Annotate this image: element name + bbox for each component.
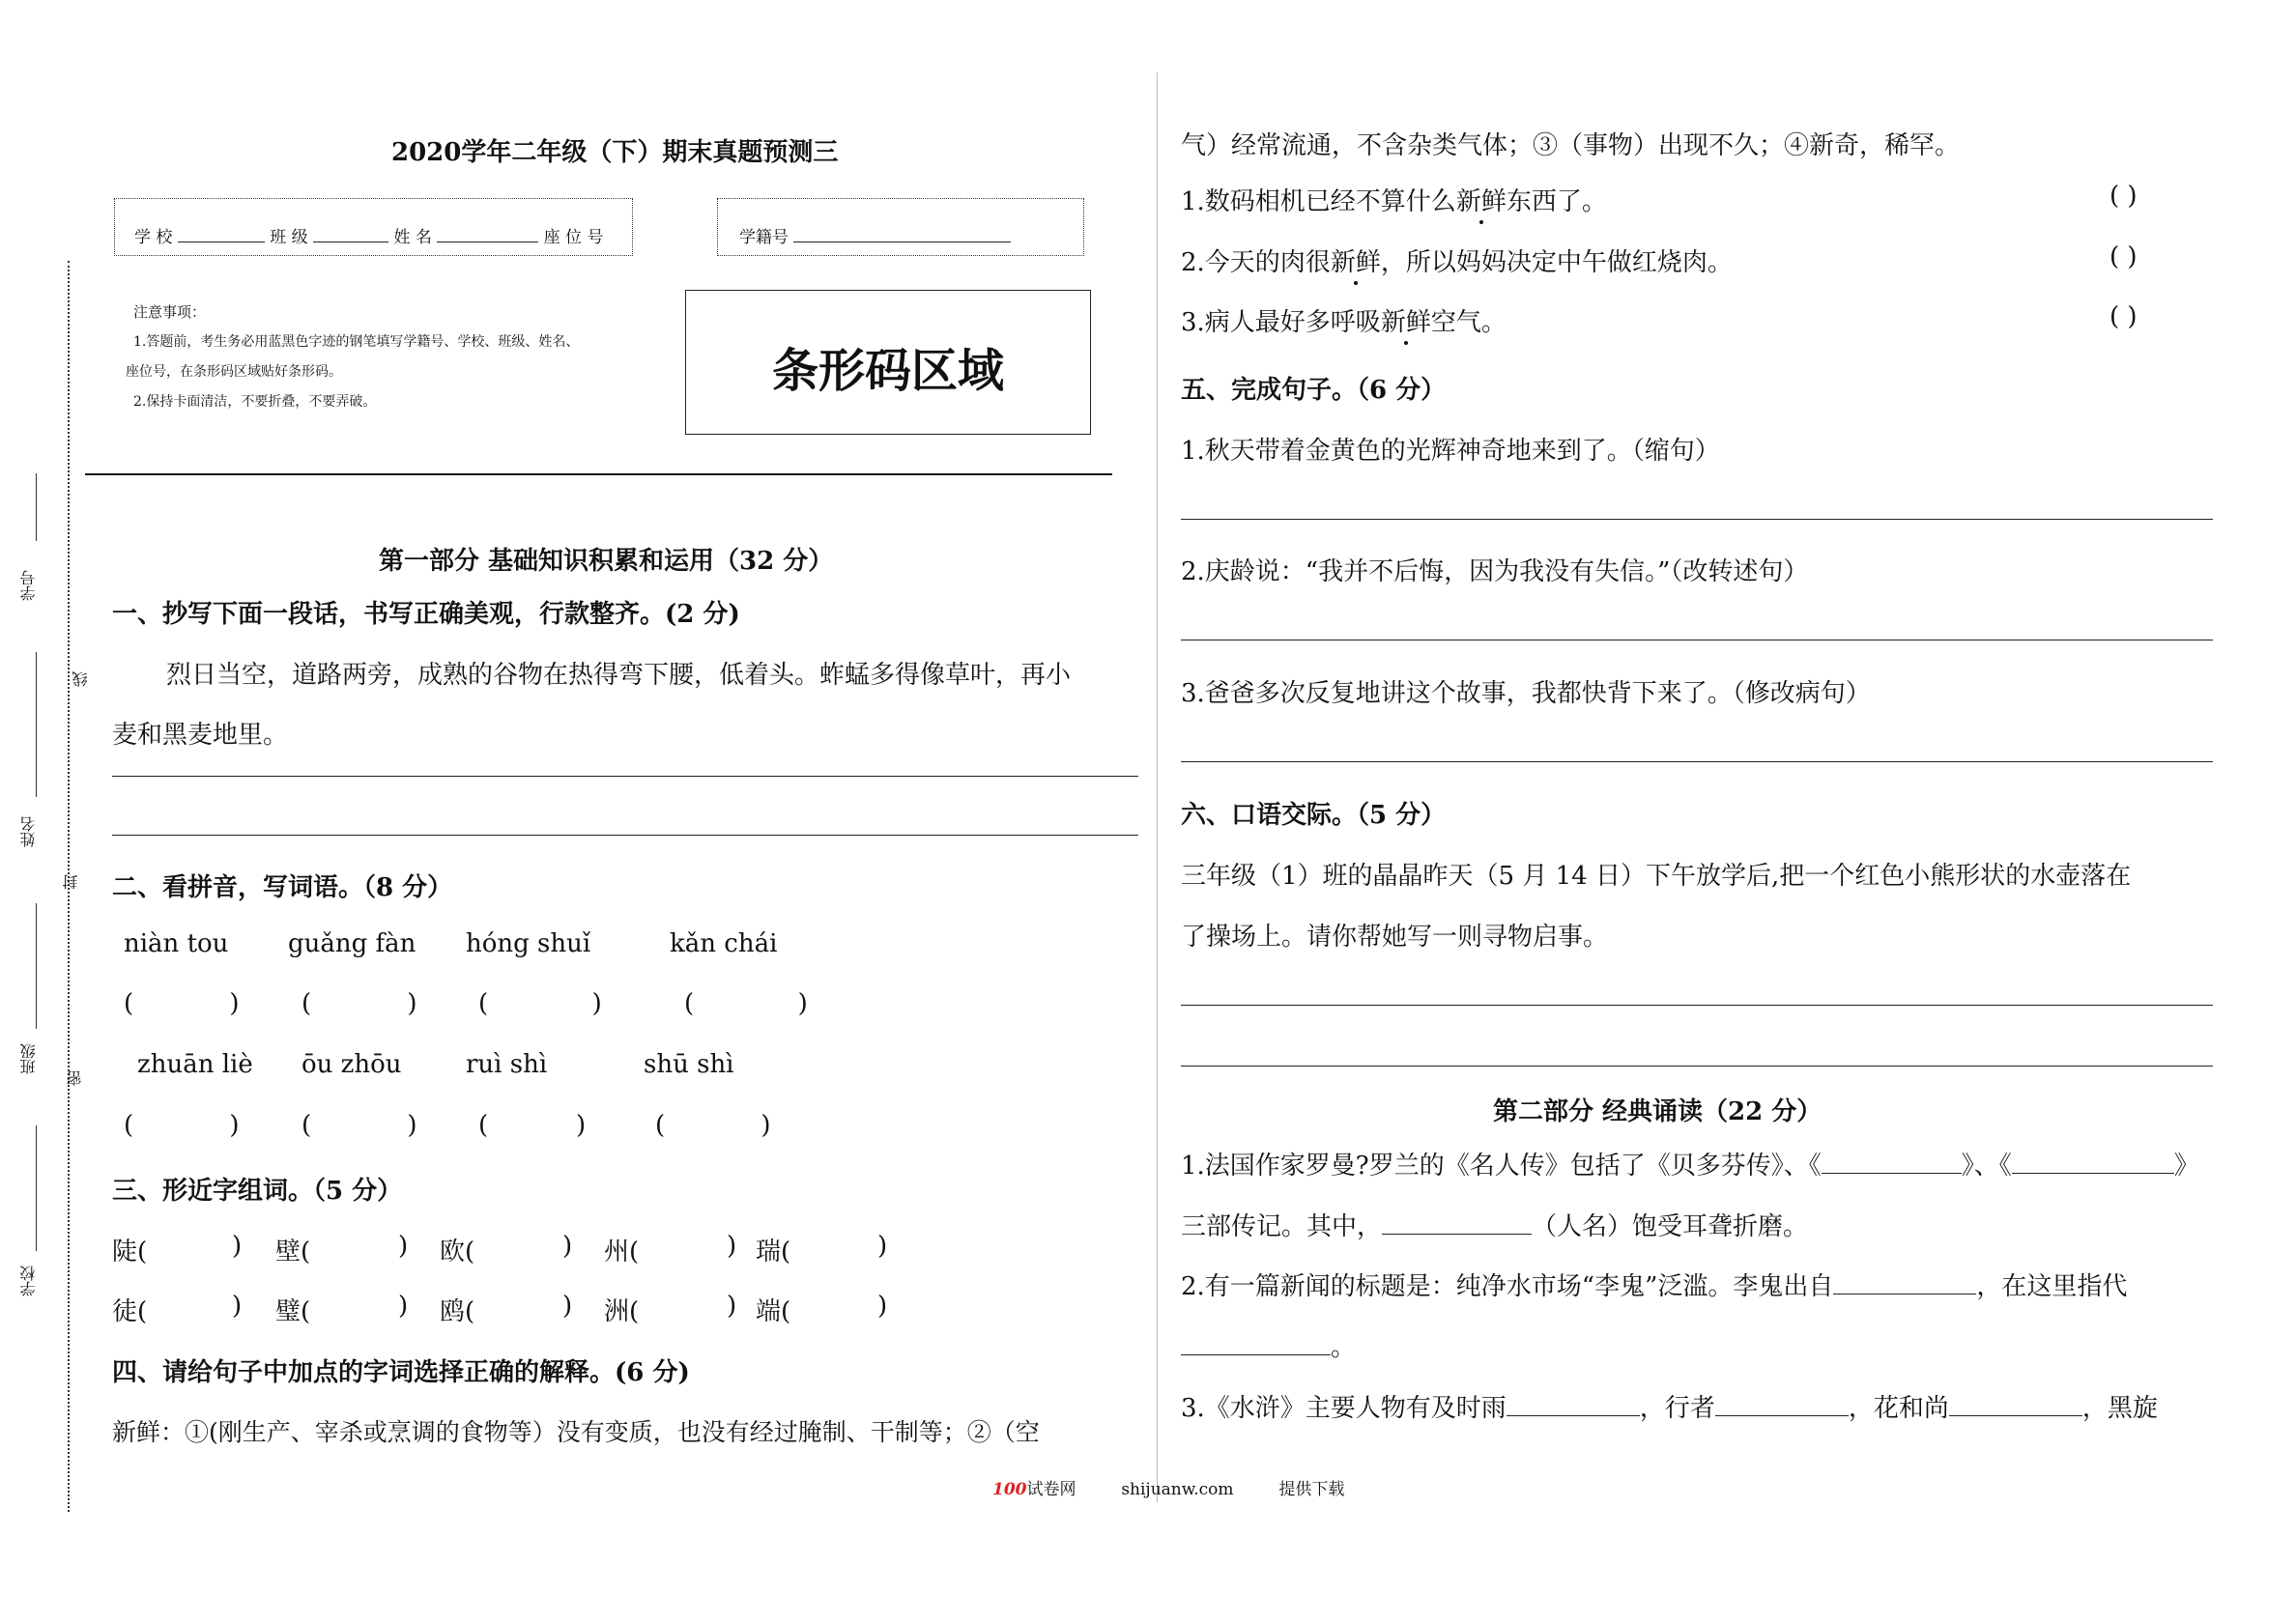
part2-q3-text-c: ，花和尚: [1848, 1394, 1949, 1423]
q4-item-2-pre: 2.今天的肉很: [1181, 248, 1331, 277]
part2-q2-line-1: [1181, 1266, 2127, 1302]
char-9: 洲(: [604, 1297, 640, 1326]
part2-q1-text-e: （人名）饱受耳聋折磨。: [1532, 1212, 1809, 1241]
char-9-close: ): [727, 1292, 737, 1321]
label-class: 班 级: [270, 228, 308, 247]
pinyin-answer-1[interactable]: ( ): [124, 989, 240, 1018]
binding-mark-seal: 封: [62, 874, 80, 890]
pinyin-7: ruì shì: [466, 1050, 548, 1079]
q5-answer-line-1[interactable]: [1181, 519, 2213, 520]
char-1-close: ): [232, 1232, 243, 1261]
q5-item-3: 3.爸爸多次反复地讲这个故事，我都快背下来了。（修改病句）: [1181, 679, 1871, 708]
char-8: 鸥(: [440, 1297, 475, 1326]
q1-heading: 一、抄写下面一段话，书写正确美观，行款整齐。(2 分): [112, 600, 740, 629]
pinyin-6: ōu zhōu: [301, 1050, 402, 1079]
pinyin-answer-6[interactable]: ( ): [301, 1111, 417, 1140]
part2-q1-blank-2[interactable]: [2012, 1150, 2174, 1174]
binding-underline-class: [36, 903, 37, 1029]
part2-q1-blank-1[interactable]: [1822, 1150, 1962, 1174]
q4-item-3: [1181, 302, 1507, 338]
part2-q1-text-c: 》: [2173, 1152, 2199, 1181]
q4-item-1: [1181, 182, 1607, 217]
q4-item-3-pre: 3.病人最好多呼吸: [1181, 308, 1381, 337]
q1-passage-line-1: 烈日当空，道路两旁，成熟的谷物在热得弯下腰，低着头。蚱蜢多得像草叶，再小: [166, 661, 1072, 690]
label-seat: 座 位 号: [543, 228, 604, 247]
name-blank[interactable]: [437, 218, 538, 242]
char-4-close: ): [727, 1232, 737, 1261]
part2-q2-blank-1[interactable]: [1833, 1270, 1976, 1295]
pinyin-answer-8[interactable]: ( ): [655, 1111, 771, 1140]
part2-q1-text-b: 》、《: [1961, 1152, 2012, 1181]
q1-answer-line-1[interactable]: [112, 776, 1138, 777]
q5-item-2: 2.庆龄说：“我并不后悔，因为我没有失信。”（改转述句）: [1181, 557, 1809, 586]
char-5-close: ): [877, 1232, 888, 1261]
pinyin-1: niàn tou: [124, 929, 229, 958]
char-6-close: ): [232, 1292, 243, 1321]
q5-heading: 五、完成句子。（6 分）: [1181, 376, 1447, 405]
q4-item-2: [1181, 242, 1733, 278]
part2-q1-text-d: 三部传记。其中，: [1181, 1212, 1383, 1241]
binding-label-student-id: 学号: [19, 570, 38, 601]
site-logo: 100: [992, 1480, 1027, 1499]
part2-q1-blank-3[interactable]: [1382, 1210, 1532, 1235]
part2-q3-blank-3[interactable]: [1949, 1392, 2082, 1416]
barcode-label: 条形码区域: [771, 344, 1004, 398]
pinyin-5: zhuān liè: [137, 1050, 253, 1079]
char-7-close: ): [398, 1292, 409, 1321]
q5-answer-line-3[interactable]: [1181, 761, 2213, 762]
binding-underline-id: [36, 473, 37, 541]
char-3: 欧(: [440, 1238, 475, 1266]
char-1: 陡(: [112, 1238, 148, 1266]
q3-heading: 三、形近字组词。（5 分）: [112, 1177, 403, 1206]
q6-heading: 六、口语交际。（5 分）: [1181, 801, 1447, 830]
label-name: 姓 名: [393, 228, 432, 247]
char-8-close: ): [562, 1292, 573, 1321]
binding-label-class: 班级: [19, 1043, 38, 1074]
part2-q3-line-1: [1181, 1388, 2158, 1424]
notice-line-1: 1.答题前，考生务必用蓝黑色字迹的钢笔填写学籍号、学校、班级、姓名、: [133, 334, 580, 350]
notice-line-3: 2.保持卡面清洁，不要折叠，不要弄破。: [133, 394, 377, 410]
binding-underline-school: [36, 1125, 37, 1251]
info-box-left: [114, 198, 633, 256]
part2-q2-text-c: 。: [1331, 1333, 1357, 1362]
char-2: 壁(: [275, 1238, 311, 1266]
footer: [992, 1475, 1344, 1499]
pinyin-answer-3[interactable]: ( ): [478, 989, 602, 1018]
q4-item-3-post: 空气。: [1430, 308, 1507, 337]
part2-q3-text-a: 3.《水浒》主要人物有及时雨: [1181, 1394, 1507, 1423]
q4-item-1-post: 东西了。: [1506, 187, 1607, 216]
footer-note: 提供下载: [1278, 1480, 1345, 1499]
q4-item-1-dotted-word: 新鲜: [1455, 187, 1507, 216]
exam-title: 2020学年二年级（下）期末真题预测三: [391, 138, 839, 167]
notice-line-2: 座位号，在条形码区域贴好条形码。: [126, 364, 342, 380]
label-school: 学 校: [134, 228, 173, 247]
char-10-close: ): [877, 1292, 888, 1321]
part2-q2-line-2: [1181, 1327, 1356, 1363]
site-name: 试卷网: [1026, 1480, 1076, 1499]
q6-prompt-line-2: 了操场上。请你帮她写一则寻物启事。: [1181, 923, 1609, 952]
char-10: 端(: [756, 1297, 791, 1326]
pinyin-answer-4[interactable]: ( ): [684, 989, 808, 1018]
q4-heading: 四、请给句子中加点的字词选择正确的解释。(6 分): [112, 1358, 690, 1387]
part2-q3-blank-1[interactable]: [1507, 1392, 1640, 1416]
student-id-blank[interactable]: [793, 218, 1011, 242]
part2-q3-text-d: ，黑旋: [2081, 1394, 2158, 1423]
part1-heading: 第一部分 基础知识积累和运用（32 分）: [379, 547, 834, 576]
barcode-area: [685, 290, 1091, 435]
info-box-right: [717, 198, 1084, 256]
q4-item-2-post: ，所以妈妈决定中午做红烧肉。: [1380, 248, 1733, 277]
notice-heading: 注意事项：: [133, 303, 207, 321]
part2-q1-text-a: 1.法国作家罗曼?罗兰的《名人传》包括了《贝多芬传》、《: [1181, 1152, 1822, 1181]
pinyin-8: shū shì: [644, 1050, 734, 1079]
part2-q2-blank-2[interactable]: [1181, 1331, 1331, 1355]
q4-item-3-answer[interactable]: ( ): [2109, 302, 2138, 331]
site-domain: shijuanw.com: [1121, 1480, 1234, 1499]
part2-q2-text-a: 2.有一篇新闻的标题是：纯净水市场“李鬼”泛滥。李鬼出自: [1181, 1272, 1834, 1301]
char-6: 徒(: [112, 1297, 148, 1326]
part2-q2-text-b: ，在这里指代: [1976, 1272, 2128, 1301]
char-4: 州(: [604, 1238, 640, 1266]
binding-label-name: 姓名: [19, 816, 38, 847]
q4-definition-line-1: 新鲜：①(刚生产、宰杀或烹调的食物等）没有变质，也没有经过腌制、干制等；②（空: [112, 1418, 1040, 1446]
q4-item-3-dotted-word: 新鲜: [1380, 308, 1431, 337]
q6-answer-line-2[interactable]: [1181, 1066, 2213, 1067]
q4-item-1-answer[interactable]: ( ): [2109, 182, 2138, 211]
school-blank[interactable]: [178, 218, 265, 242]
q1-passage-line-2: 麦和黑麦地里。: [112, 721, 289, 750]
binding-underline-name: [36, 652, 37, 797]
q1-answer-line-2[interactable]: [112, 835, 1138, 836]
pinyin-answer-7[interactable]: ( ): [478, 1111, 587, 1140]
pinyin-2: guǎng fàn: [288, 929, 416, 958]
binding-label-school: 学校: [19, 1266, 38, 1296]
part2-q3-text-b: ，行者: [1639, 1394, 1715, 1423]
char-5: 瑞(: [756, 1238, 791, 1266]
part2-q3-blank-2[interactable]: [1715, 1392, 1849, 1416]
header-divider: [85, 473, 1112, 475]
q6-prompt-line-1: 三年级（1）班的晶晶昨天（5 月 14 日）下午放学后,把一个红色小熊形状的水壶落在: [1181, 862, 2132, 891]
q4-item-2-answer[interactable]: ( ): [2109, 242, 2138, 271]
class-blank[interactable]: [313, 218, 388, 242]
part2-heading: 第二部分 经典诵读（22 分）: [1493, 1097, 1822, 1126]
q2-heading: 二、看拼音，写词语。（8 分）: [112, 873, 453, 902]
part2-q1-line-2: [1181, 1207, 1808, 1242]
column-divider: [1157, 72, 1158, 1502]
pinyin-3: hóng shuǐ: [466, 929, 591, 958]
pinyin-4: kǎn chái: [670, 929, 778, 958]
label-student-id: 学籍号: [739, 228, 789, 247]
q5-item-1: 1.秋天带着金黄色的光辉神奇地来到了。（缩句）: [1181, 437, 1720, 466]
q4-definition-line-2: 气）经常流通，不含杂类气体；③（事物）出现不久；④新奇，稀罕。: [1181, 131, 1961, 160]
char-3-close: ): [562, 1232, 573, 1261]
pinyin-answer-5[interactable]: ( ): [124, 1111, 240, 1140]
binding-mark-line: 线: [72, 671, 90, 687]
char-2-close: ): [398, 1232, 409, 1261]
pinyin-answer-2[interactable]: ( ): [301, 989, 417, 1018]
char-7: 璧(: [275, 1297, 311, 1326]
part2-q1-line-1: [1181, 1146, 2199, 1181]
q4-item-1-pre: 1.数码相机已经不算什么: [1181, 187, 1456, 216]
q6-answer-line-1[interactable]: [1181, 1005, 2213, 1006]
q4-item-2-dotted-word: 新鲜: [1330, 248, 1381, 277]
binding-mark-secret: 密: [66, 1070, 84, 1086]
